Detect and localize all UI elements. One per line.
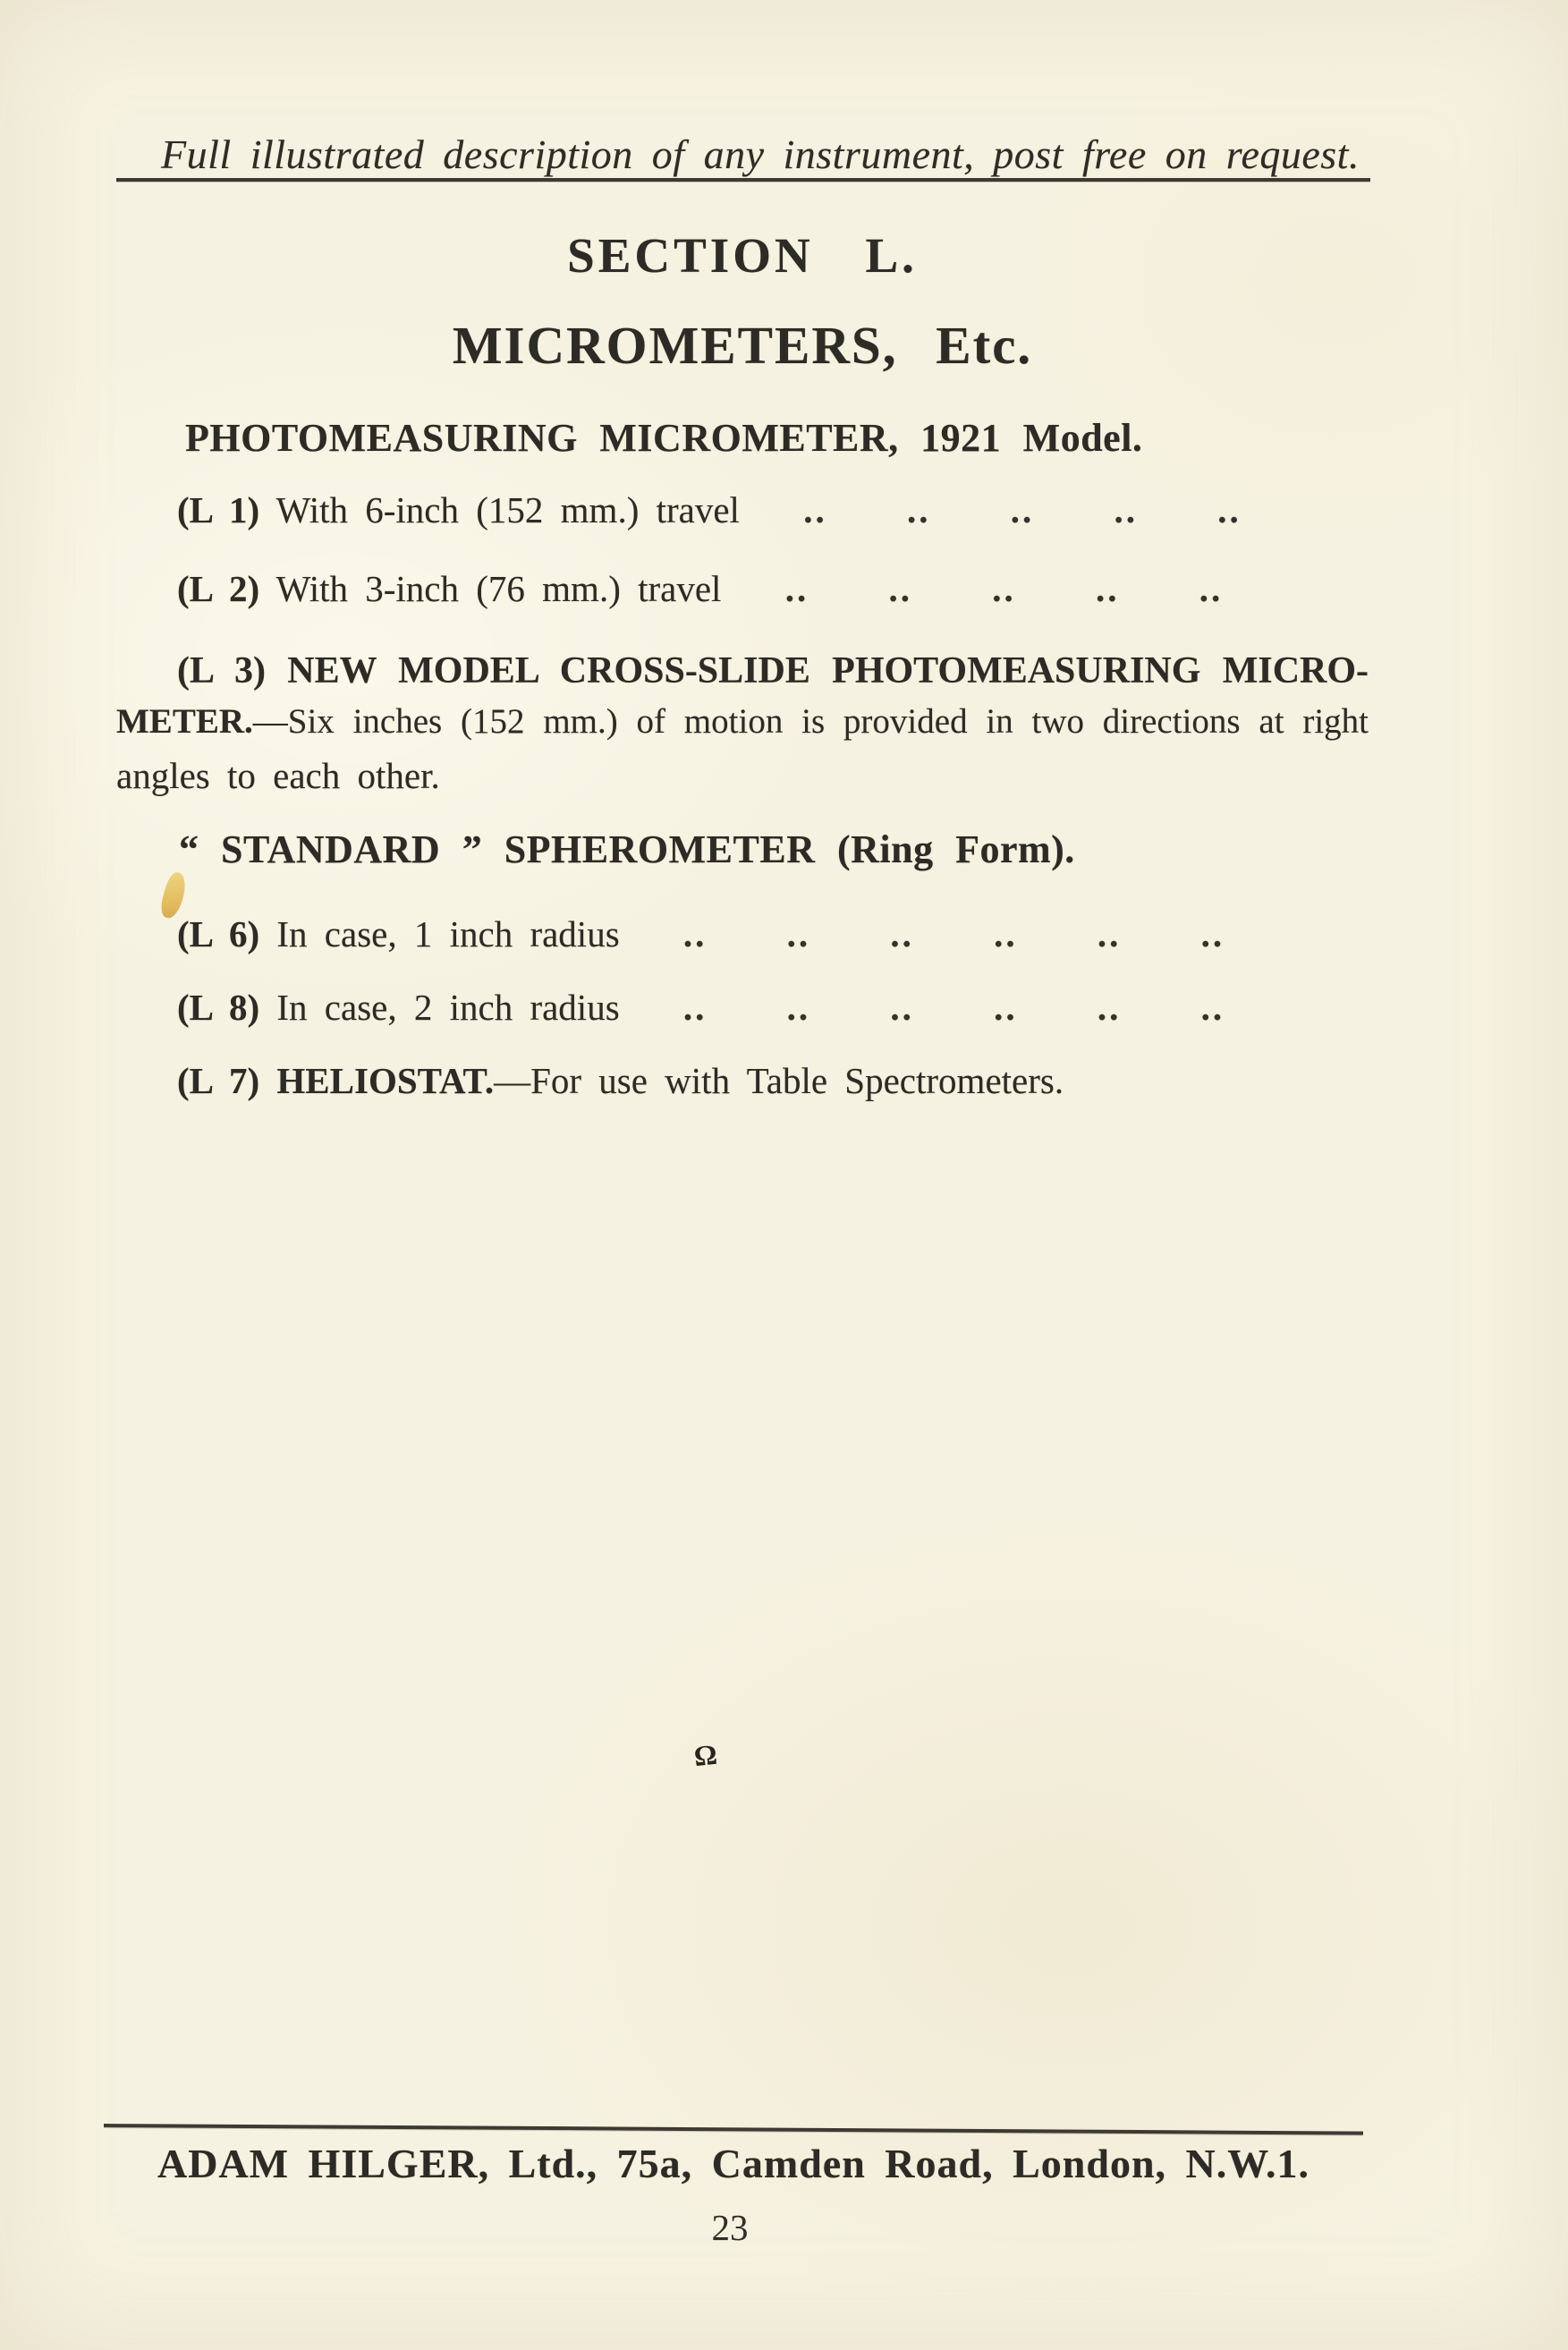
item-label: (L 7)	[177, 1060, 260, 1101]
l3-paragraph-line2	[116, 701, 1369, 755]
dot-leader: .. .. .. .. .. ..	[682, 987, 1225, 1028]
l3-paragraph-line1	[177, 649, 1369, 703]
item-label: (L 6)	[177, 913, 260, 954]
item-text: In case, 2 inch radius	[276, 987, 620, 1028]
item-text: In case, 1 inch radius	[276, 913, 620, 954]
item-text: With 6-inch (152 mm.) travel	[275, 489, 740, 530]
list-item-l8	[177, 986, 1225, 1029]
l3-paragraph-line3: angles to each other.	[116, 755, 440, 796]
list-item-l2	[177, 567, 1223, 610]
l3-line1-text: NEW MODEL CROSS-SLIDE PHOTOMEASURING MICRO-	[287, 650, 1369, 691]
heliostat-text: —For use with Table Spectrometers.	[494, 1060, 1064, 1101]
item-label: (L 2)	[177, 568, 260, 609]
micrometer-heading: PHOTOMEASURING MICROMETER, 1921 Model.	[185, 416, 1143, 460]
heliostat-name: HELIOSTAT.	[276, 1060, 495, 1101]
footer-address: ADAM HILGER, Ltd., 75a, Camden Road, London, N.W.1.	[157, 2141, 1310, 2186]
ink-blemish: Ω	[692, 1737, 719, 1773]
dot-leader: .. .. .. .. ..	[784, 568, 1224, 609]
l3-line2-text: —Six inches (152 mm.) of motion is provided in two directions at right	[252, 702, 1369, 741]
dot-leader: .. .. .. .. ..	[803, 489, 1242, 530]
section-title: SECTION L.	[567, 228, 918, 283]
section-subtitle: MICROMETERS, Etc.	[452, 316, 1033, 375]
header-divider-rule	[116, 178, 1370, 182]
header-note: Full illustrated description of any instrument, post free on request.	[161, 131, 1360, 177]
page-number: 23	[711, 2207, 749, 2248]
item-label: (L 1)	[177, 489, 260, 530]
item-label: (L 3)	[177, 650, 266, 691]
l3-line2-bold: METER.	[116, 702, 253, 741]
dot-leader: .. .. .. .. .. ..	[682, 913, 1225, 954]
list-item-l1	[177, 488, 1242, 531]
list-item-l7	[177, 1059, 1064, 1102]
list-item-l6	[177, 912, 1225, 955]
item-text: With 3-inch (76 mm.) travel	[275, 568, 722, 609]
item-label: (L 8)	[177, 987, 260, 1028]
footer-divider-rule	[104, 2124, 1363, 2135]
spherometer-heading: “ STANDARD ” SPHEROMETER (Ring Form).	[179, 827, 1075, 871]
